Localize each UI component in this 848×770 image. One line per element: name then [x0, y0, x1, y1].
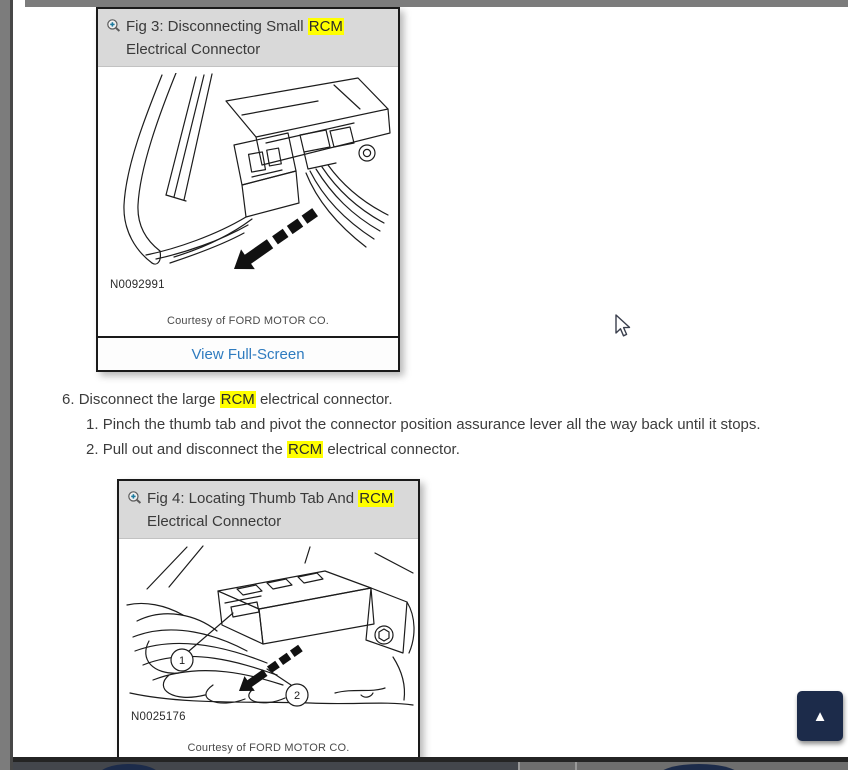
back-to-top-button[interactable]	[797, 691, 843, 741]
fig4-callout-2-number: 2	[293, 690, 301, 702]
fig3-title-pre: Fig 3: Disconnecting Small	[126, 18, 308, 35]
window-left-strip	[0, 0, 10, 770]
bottom-tile-logo-right	[658, 764, 740, 770]
fig3-caption: Courtesy of FORD MOTOR CO.	[166, 315, 330, 328]
fig4-title	[147, 487, 408, 533]
bottom-tile-separator	[575, 762, 577, 770]
fig3-drawing	[104, 73, 392, 278]
step-6-number: 6.	[62, 391, 75, 408]
step-6	[62, 390, 761, 410]
fig3-title	[126, 15, 388, 61]
fig4-image-id-label: N0025176	[131, 711, 186, 723]
zoom-in-icon[interactable]	[106, 18, 126, 41]
fig4-title-highlight: RCM	[359, 490, 394, 507]
fig4-title-pre: Fig 4: Locating Thumb Tab And	[147, 490, 359, 507]
fig3-title-post: Electrical Connector	[126, 41, 261, 58]
zoom-in-icon[interactable]	[127, 490, 147, 513]
fig4-header	[119, 481, 418, 539]
fig4-caption: Courtesy of FORD MOTOR CO.	[187, 742, 350, 754]
step-6-2	[86, 440, 761, 460]
up-arrow-icon: ▲	[812, 707, 828, 725]
fig4-title-post: Electrical Connector	[147, 513, 282, 530]
bottom-tiles-strip	[13, 762, 848, 770]
fig3-image-id-label: N0092991	[110, 279, 165, 291]
content-left-border	[10, 0, 13, 770]
fig3-footer	[98, 336, 398, 370]
fig3-image	[98, 67, 398, 312]
fig3-view-fullscreen-link[interactable]: View Full-Screen	[191, 345, 305, 363]
step-6-2-text-pre: Pull out and disconnect the	[102, 441, 287, 458]
fig3-card	[96, 7, 400, 372]
step-6-2-highlight: RCM	[287, 441, 323, 458]
step-6-1-number: 1.	[86, 416, 99, 433]
bottom-tile-dark-segment	[13, 762, 518, 770]
procedure-steps	[62, 390, 761, 465]
fig4-image	[119, 539, 418, 768]
fig4-callout-1-number: 1	[178, 655, 186, 667]
fig4-drawing	[125, 545, 415, 710]
step-6-2-number: 2.	[86, 441, 99, 458]
step-6-highlight: RCM	[220, 391, 255, 408]
bottom-tile-separator	[518, 762, 520, 770]
step-6-2-text-post: electrical connector.	[323, 441, 460, 458]
fig3-header	[98, 9, 398, 67]
step-6-text-post: electrical connector.	[255, 391, 393, 408]
window-top-strip	[25, 0, 848, 7]
step-6-1	[86, 415, 761, 435]
fig3-title-highlight: RCM	[308, 18, 343, 35]
mouse-cursor	[612, 314, 634, 340]
step-6-1-text: Pinch the thumb tab and pivot the connector position assurance lever all the way back until it stops.	[102, 416, 761, 433]
step-6-text-pre: Disconnect the large	[78, 391, 220, 408]
fig4-card	[117, 479, 420, 770]
